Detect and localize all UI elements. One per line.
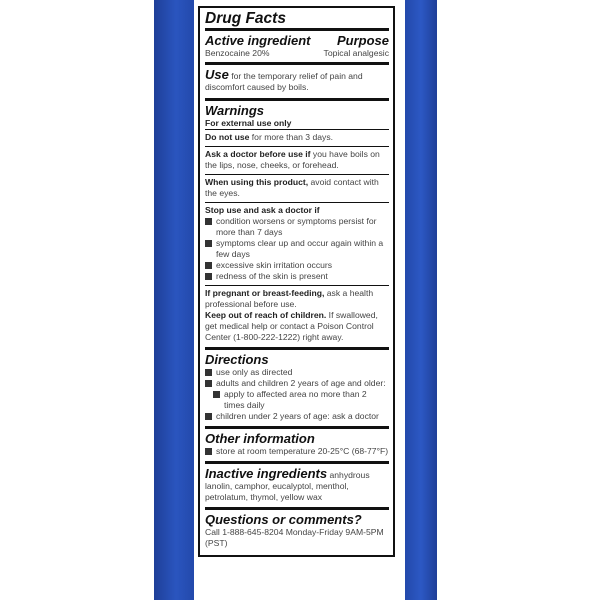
pregnant-section [205, 285, 389, 347]
stop-use-label: Stop use and ask a doctor if [205, 205, 320, 215]
ask-doctor-text: you have boils on the lips, nose, cheeks, or forehead. [205, 149, 380, 170]
directions-heading: Directions [205, 352, 269, 367]
bullet-square-icon [205, 448, 212, 455]
list-item: excessive skin irritation occurs [205, 260, 389, 271]
use-section [205, 62, 389, 98]
ask-doctor-section [205, 146, 389, 174]
active-ingredient-section [205, 28, 389, 62]
keep-out-text: If swallowed, get medical help or contact a Poison Control Center (1-800-222-1222) right away. [205, 310, 378, 342]
other-information-heading: Other information [205, 431, 315, 446]
bullet-square-icon [213, 391, 220, 398]
when-using-text: avoid contact with the eyes. [205, 177, 379, 198]
bullet-square-icon [205, 262, 212, 269]
inactive-ingredients-text: anhydrous lanolin, camphor, eucalyptol, menthol, petrolatum, thymol, yellow wax [205, 470, 370, 502]
inactive-ingredients-section [205, 461, 389, 507]
drug-facts-title: Drug Facts [205, 10, 286, 27]
questions-text: Call 1-888-645-8204 Monday-Friday 9AM-5PM (PST) [205, 527, 384, 548]
do-not-use-label: Do not use [205, 132, 250, 142]
when-using-section [205, 174, 389, 202]
stop-use-section [205, 202, 389, 285]
package-side-right [405, 0, 437, 600]
list-item: store at room temperature 20-25°C (68-77°F) [205, 446, 389, 457]
bullet-square-icon [205, 218, 212, 225]
package-side-left [154, 0, 194, 600]
list-item: redness of the skin is present [205, 271, 389, 282]
inactive-ingredients-heading: Inactive ingredients [205, 466, 328, 481]
list-item: apply to affected area no more than 2 times daily [205, 389, 389, 411]
use-text: for the temporary relief of pain and discomfort caused by boils. [205, 71, 363, 92]
questions-heading: Questions or comments? [205, 512, 362, 527]
list-item: children under 2 years of age: ask a doctor [205, 411, 389, 422]
drug-facts-box [198, 6, 395, 557]
list-item: condition worsens or symptoms persist for more than 7 days [205, 216, 389, 238]
list-item: use only as directed [205, 367, 389, 378]
when-using-label: When using this product, [205, 177, 309, 187]
do-not-use-text: for more than 3 days. [249, 132, 333, 142]
warnings-heading: Warnings [205, 103, 264, 118]
use-heading: Use [205, 67, 229, 82]
bullet-square-icon [205, 273, 212, 280]
active-ingredient-value: Benzocaine 20% [205, 48, 270, 58]
list-item: adults and children 2 years of age and older: [205, 378, 389, 389]
bullet-square-icon [205, 413, 212, 420]
pregnant-text: ask a health professional before use. [205, 288, 374, 309]
active-ingredient-heading: Active ingredient [205, 33, 311, 48]
directions-section [205, 347, 389, 426]
bullet-square-icon [205, 380, 212, 387]
warnings-section [205, 98, 389, 129]
external-use-text: For external use only [205, 118, 292, 128]
do-not-use-section [205, 129, 389, 146]
purpose-value: Topical analgesic [323, 48, 389, 58]
bullet-square-icon [205, 240, 212, 247]
ask-doctor-label: Ask a doctor before use if [205, 149, 311, 159]
list-item: symptoms clear up and occur again within a few days [205, 238, 389, 260]
other-information-section [205, 426, 389, 461]
keep-out-label: Keep out of reach of children. [205, 310, 327, 320]
questions-section [205, 507, 389, 555]
pregnant-label: If pregnant or breast-feeding, [205, 288, 325, 298]
drug-facts-panel [194, 0, 405, 600]
bullet-square-icon [205, 369, 212, 376]
purpose-heading: Purpose [336, 33, 389, 48]
